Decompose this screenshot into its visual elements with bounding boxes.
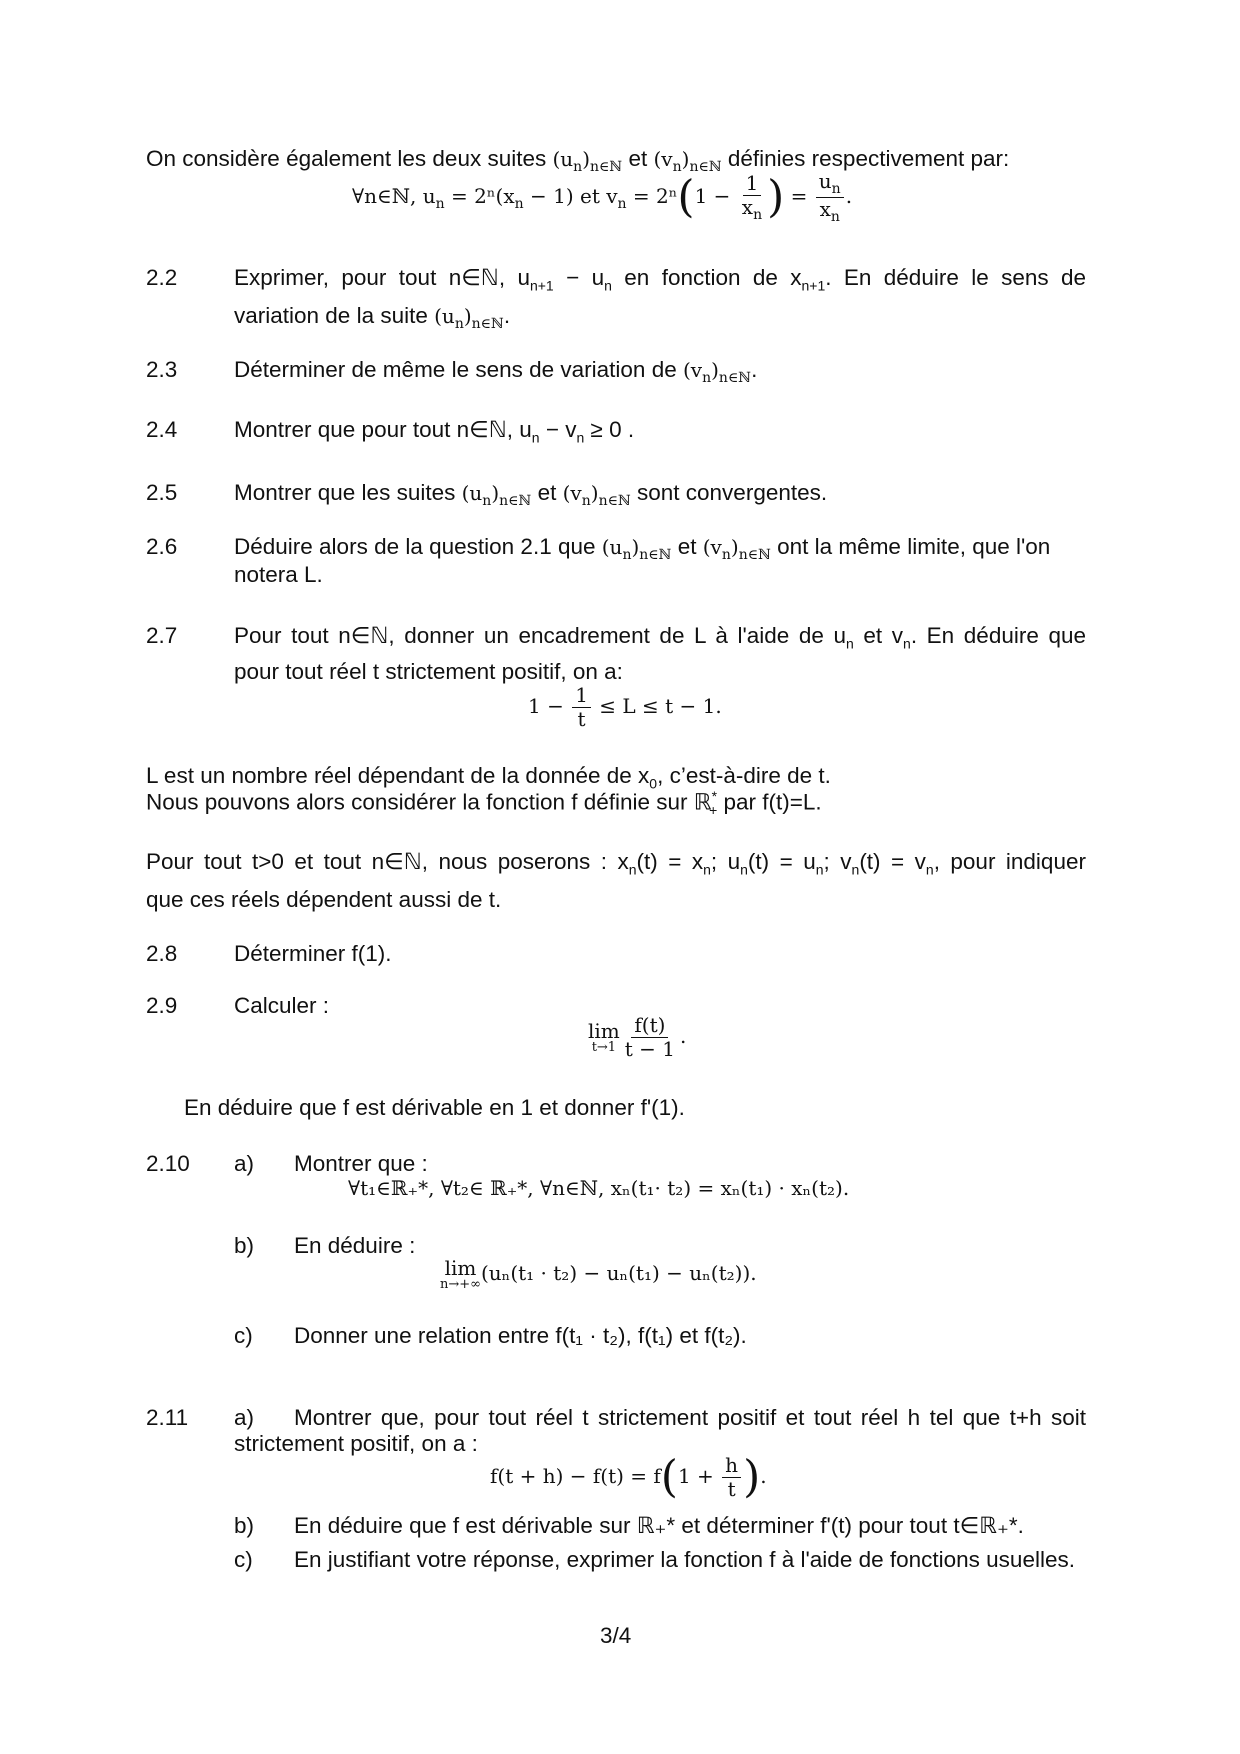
question-2-11-number: 2.11 bbox=[146, 1405, 189, 1430]
question-2-9-limit: lim t→1 $\frac{f(t)}{t - 1}$ . bbox=[588, 1013, 687, 1061]
question-2-2-number: 2.2 bbox=[146, 265, 178, 290]
definitions-formula: ∀n∈ℕ, $u_n = 2^n(x_n - 1)$ et $v_n = 2^n(1$ − $\frac{1}{x_n}$ ) = $\frac{u_n}{x_n}$ . bbox=[352, 169, 853, 226]
question-2-10-number: 2.10 bbox=[146, 1151, 190, 1176]
page-number: 3/4 bbox=[600, 1623, 632, 1648]
question-2-4-text: Montrer que pour tout n∈ℕ, $u_n - v_n \ge 0$ . bbox=[234, 417, 635, 446]
question-2-5-number: 2.5 bbox=[146, 480, 178, 505]
question-2-4-number: 2.4 bbox=[146, 417, 178, 442]
question-2-7-line1: Pour tout n∈ℕ, donner un encadrement de L à l'aide de $u_n$ et $v_n$. En déduire que bbox=[234, 623, 1086, 652]
para-notation-line1: Pour tout t>0 et tout n∈ℕ, nous poserons : $x_n(t) = x_n$; $u_n(t) = u_n$; $v_n(t) = v_n$, pour indiquer bbox=[146, 849, 1086, 878]
intro-line: On considère également les deux suites $(u_n)_{n\in ℕ}$ et $(v_n)_{n\in ℕ}$ définies respectivement par: bbox=[146, 146, 1010, 175]
question-2-10-a-formula: ∀t₁∈ℝ₊*, ∀t₂∈ ℝ₊*, ∀n∈ℕ, xₙ(t₁· t₂) = xₙ(t₁) · xₙ(t₂). bbox=[348, 1176, 850, 1200]
question-2-9-after: En déduire que f est dérivable en 1 et donner f'(1). bbox=[184, 1095, 685, 1120]
para-l-line2: Nous pouvons alors considérer la fonction f définie sur ℝ*$_+$ par f(t)=L. bbox=[146, 788, 822, 818]
question-2-6-line1: Déduire alors de la question 2.1 que $(u_n)_{n\in ℕ}$ et $(v_n)_{n\in ℕ}$ ont la même limite, que l'on bbox=[234, 534, 1051, 563]
question-2-11-a-equation: f(t + h) − f(t) = f(1 + $\frac{h}{t}$ ). bbox=[490, 1451, 767, 1503]
question-2-11-c-text: En justifiant votre réponse, exprimer la fonction f à l'aide de fonctions usuelles. bbox=[294, 1547, 1075, 1572]
question-2-3-number: 2.3 bbox=[146, 357, 178, 382]
question-2-11-a-line2: strictement positif, on a : bbox=[234, 1431, 478, 1456]
question-2-9-number: 2.9 bbox=[146, 993, 178, 1018]
question-2-11-a-line1: Montrer que, pour tout réel t strictement positif et tout réel h tel que t+h soit bbox=[294, 1405, 1086, 1430]
question-2-6-number: 2.6 bbox=[146, 534, 178, 559]
v-seq: $(v_n)_{n\in ℕ}$ bbox=[653, 147, 722, 175]
question-2-7-number: 2.7 bbox=[146, 623, 178, 648]
question-2-10-c-label: c) bbox=[234, 1323, 253, 1348]
question-2-10-a-text: Montrer que : bbox=[294, 1151, 428, 1176]
un-over-xn: $\frac{u_n}{x_n}$ bbox=[816, 170, 844, 225]
question-2-7-inequality: 1 − $\frac{1}{t}$ ≤ L ≤ t − 1. bbox=[528, 683, 722, 731]
para-l-line1: L est un nombre réel dépendant de la donnée de $x_0$, c’est-à-dire de t. bbox=[146, 763, 831, 792]
question-2-11-b-label: b) bbox=[234, 1513, 255, 1538]
question-2-3-text: Déterminer de même le sens de variation de $(v_n)_{n\in ℕ}$. bbox=[234, 357, 758, 386]
intro-text: On considère également les deux suites bbox=[146, 146, 553, 171]
question-2-11-a-label: a) bbox=[234, 1405, 255, 1430]
question-2-8-number: 2.8 bbox=[146, 941, 178, 966]
question-2-10-b-text: En déduire : bbox=[294, 1233, 416, 1258]
question-2-5-text: Montrer que les suites $(u_n)_{n\in ℕ}$ et $(v_n)_{n\in ℕ}$ sont convergentes. bbox=[234, 480, 828, 509]
para-notation-line2: que ces réels dépendent aussi de t. bbox=[146, 887, 502, 912]
question-2-6-line2: notera L. bbox=[234, 562, 323, 587]
question-2-11-b-text: En déduire que f est dérivable sur ℝ₊* et déterminer f'(t) pour tout t∈ℝ₊*. bbox=[294, 1513, 1024, 1538]
question-2-10-b-limit: lim n→+∞ (uₙ(t₁ · t₂) − uₙ(t₁) − uₙ(t₂)). bbox=[440, 1256, 757, 1292]
question-2-7-line2: pour tout réel t strictement positif, on a: bbox=[234, 659, 623, 684]
question-2-11-c-label: c) bbox=[234, 1547, 253, 1572]
question-2-9-text: Calculer : bbox=[234, 993, 330, 1018]
question-2-10-a-label: a) bbox=[234, 1151, 255, 1176]
question-2-2-line2: variation de la suite $(u_n)_{n\in ℕ}$. bbox=[234, 303, 511, 332]
one-over-xn: $\frac{1}{x_n}$ bbox=[741, 171, 763, 224]
u-seq: $(u_n)_{n\in ℕ}$ bbox=[552, 147, 623, 175]
question-2-10-b-label: b) bbox=[234, 1233, 255, 1258]
question-2-10-c-text: Donner une relation entre f(t₁ · t₂), f(t₁) et f(t₂). bbox=[294, 1323, 747, 1348]
question-2-2-line1: Exprimer, pour tout n∈ℕ, $u_{n+1} - u_n$ en fonction de $x_{n+1}$. En déduire le sens de bbox=[234, 265, 1087, 294]
question-2-8-text: Déterminer f(1). bbox=[234, 941, 392, 966]
